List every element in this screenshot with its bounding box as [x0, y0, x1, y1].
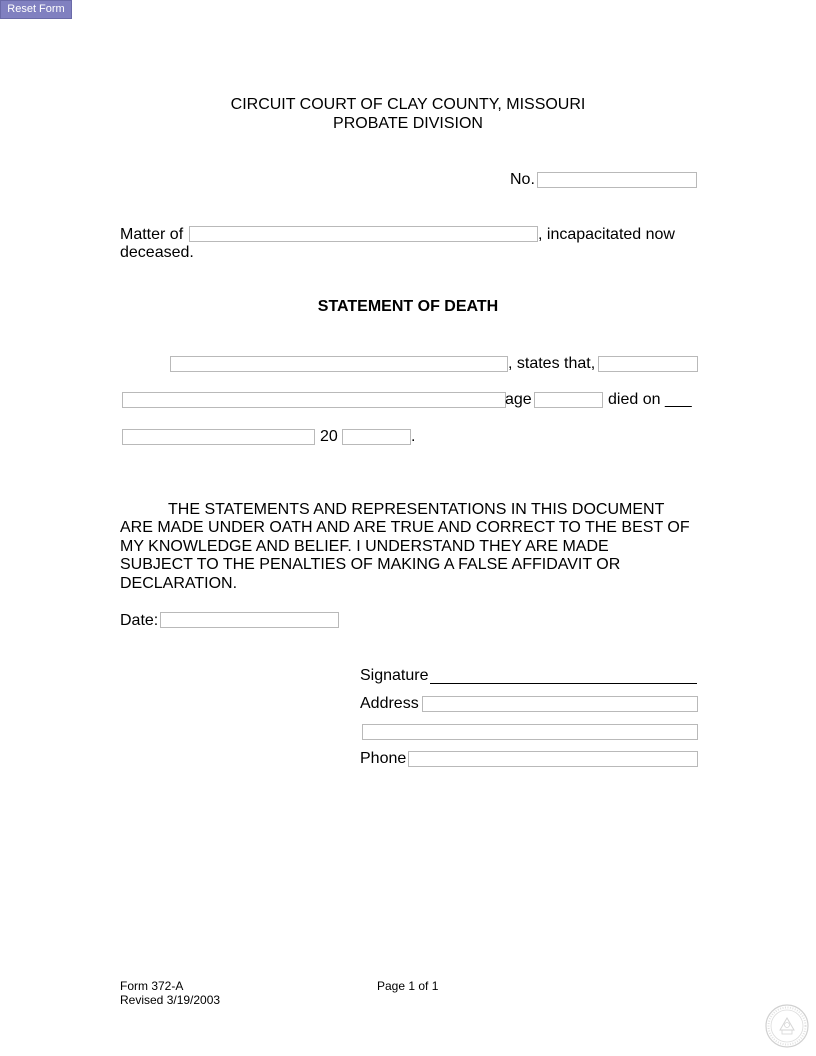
matter-of-label: Matter of	[120, 226, 184, 243]
oath-line-5: DECLARATION.	[120, 575, 238, 592]
date-label: Date:	[120, 612, 159, 629]
form-number: Form 372-A	[120, 979, 184, 993]
death-date-field[interactable]	[122, 429, 315, 445]
decedent-name-field[interactable]	[122, 392, 506, 408]
affiant-name-field[interactable]	[170, 356, 508, 372]
age-label: age	[505, 391, 532, 408]
phone-label: Phone	[360, 750, 407, 767]
page-number: Page 1 of 1	[377, 979, 439, 993]
matter-name-field[interactable]	[189, 226, 538, 242]
death-year-field[interactable]	[342, 429, 411, 445]
oath-line-1: THE STATEMENTS AND REPRESENTATIONS IN THIS DOCUMENT	[168, 501, 665, 518]
signature-line	[430, 683, 697, 684]
date-field[interactable]	[160, 612, 339, 628]
oath-line-3: MY KNOWLEDGE AND BELIEF. I UNDERSTAND THEY ARE MADE	[120, 538, 609, 555]
statement-period: .	[411, 428, 416, 445]
died-on-text: died on ___	[608, 391, 692, 408]
phone-field[interactable]	[408, 751, 698, 767]
oath-line-4: SUBJECT TO THE PENALTIES OF MAKING A FALSE AFFIDAVIT OR	[120, 556, 621, 573]
address-field[interactable]	[422, 696, 698, 712]
relationship-field[interactable]	[598, 356, 698, 372]
oath-line-2: ARE MADE UNDER OATH AND ARE TRUE AND CORRECT TO THE BEST OF	[120, 519, 690, 536]
signature-label: Signature	[360, 667, 429, 684]
reset-form-button[interactable]: Reset Form	[0, 0, 72, 19]
matter-deceased: deceased.	[120, 244, 194, 261]
document-title: STATEMENT OF DEATH	[317, 298, 499, 315]
case-no-label: No.	[510, 171, 535, 188]
court-seal-icon	[764, 1003, 810, 1049]
matter-suffix: , incapacitated now	[538, 226, 675, 243]
address-label: Address	[360, 695, 419, 712]
states-that-text: , states that,	[508, 355, 596, 372]
address-line-2-field[interactable]	[362, 724, 698, 740]
revised-date: Revised 3/19/2003	[120, 993, 221, 1007]
court-name: CIRCUIT COURT OF CLAY COUNTY, MISSOURI	[230, 96, 586, 113]
case-no-field[interactable]	[537, 172, 697, 188]
year-prefix: 20	[320, 428, 338, 445]
division-name: PROBATE DIVISION	[333, 115, 483, 132]
age-field[interactable]	[534, 392, 603, 408]
